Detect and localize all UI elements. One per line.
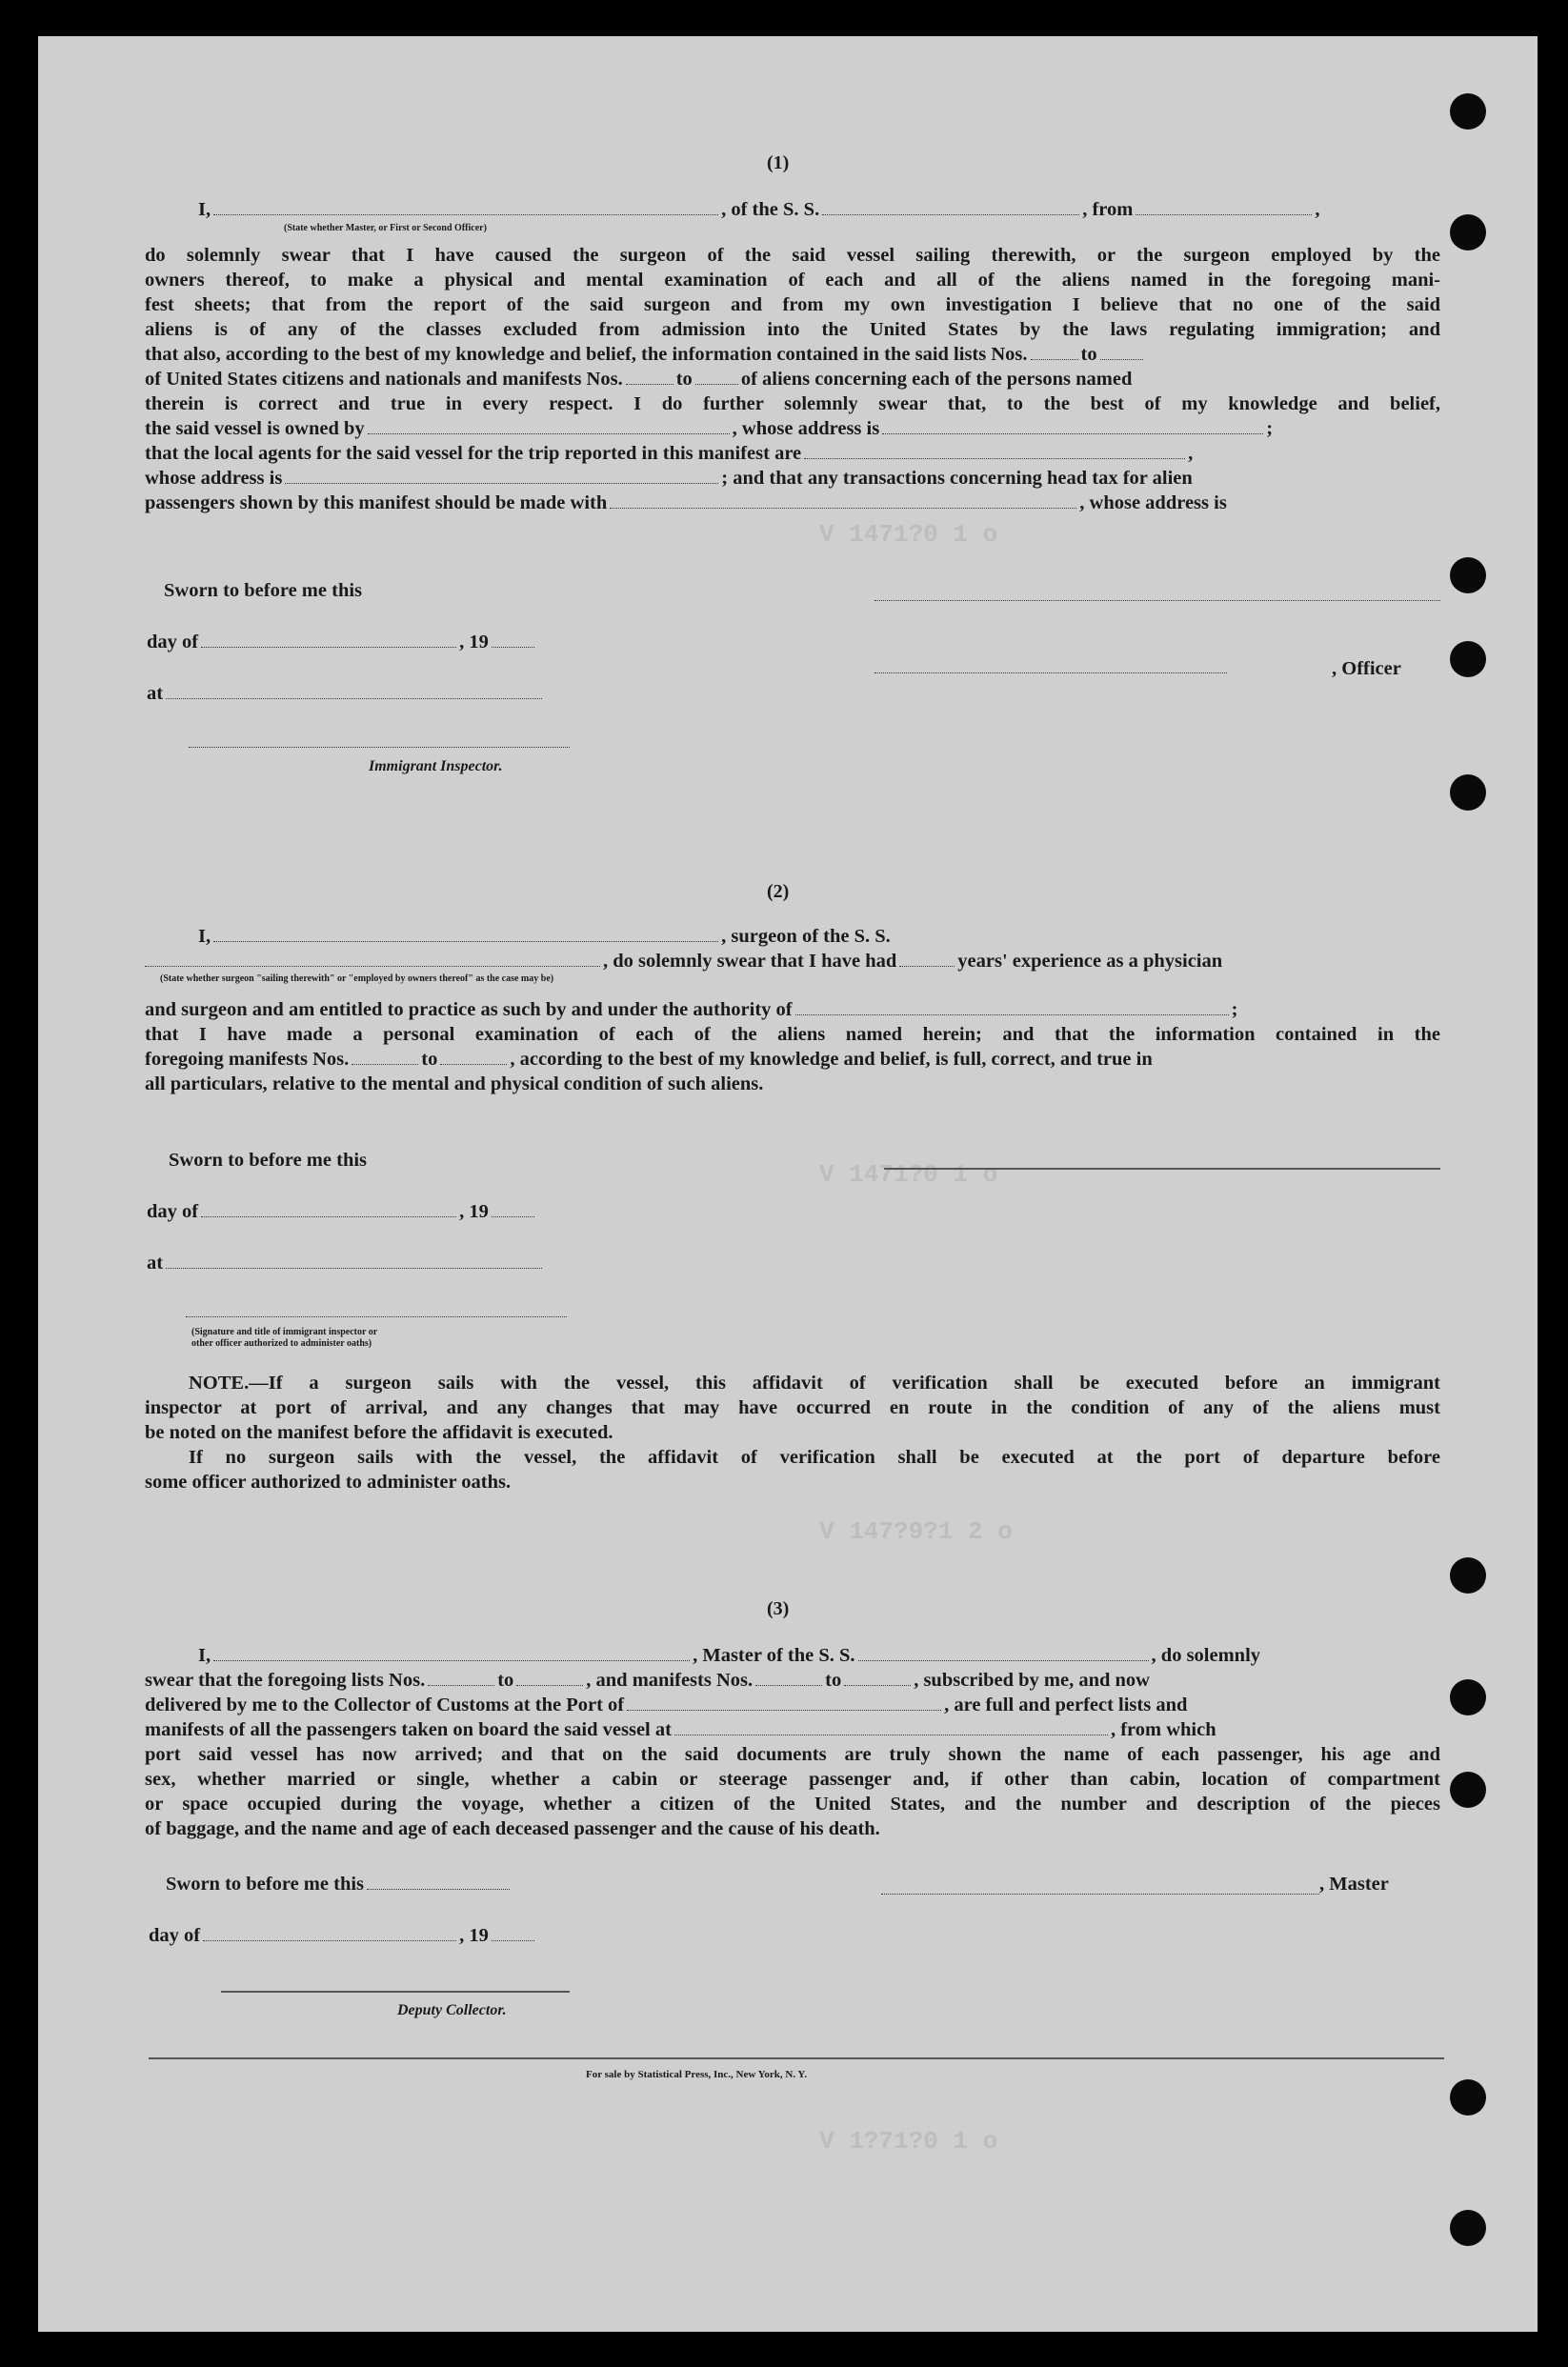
text: whose address is bbox=[145, 468, 283, 489]
blank-list-to[interactable] bbox=[1100, 358, 1143, 360]
text: , according to the best of my knowledge and belief, is full, correct, and true in bbox=[510, 1049, 1153, 1070]
blank-year[interactable] bbox=[492, 646, 534, 648]
signature-caption: other officer authorized to administer oaths) bbox=[191, 1338, 372, 1349]
text: ; bbox=[1266, 418, 1274, 439]
text: , from bbox=[1082, 199, 1134, 220]
paragraph-line: fest sheets; that from the report of the said surgeon and from my own investigation I believe that no one of the said bbox=[145, 294, 1440, 315]
blank-year[interactable] bbox=[492, 1939, 534, 1941]
note-label: NOTE. bbox=[189, 1373, 250, 1394]
text: foregoing manifests Nos. bbox=[145, 1049, 350, 1070]
bleed-through-mark: V 1471?0 1 o bbox=[819, 1160, 998, 1189]
sworn-line bbox=[166, 1873, 513, 1896]
sworn-line: Sworn to before me this bbox=[169, 1150, 368, 1171]
text: , from which bbox=[1110, 1719, 1216, 1740]
blank-surgeon-name[interactable] bbox=[213, 940, 718, 942]
punch-hole bbox=[1450, 93, 1486, 130]
blank-year[interactable] bbox=[492, 1215, 534, 1217]
blank-port[interactable] bbox=[627, 1709, 941, 1711]
punch-hole bbox=[1450, 1679, 1486, 1715]
master-label: , Master bbox=[1319, 1874, 1389, 1895]
note-line: some officer authorized to administer oaths. bbox=[145, 1472, 512, 1493]
text: to bbox=[675, 369, 693, 390]
inspector-label: Immigrant Inspector. bbox=[369, 758, 503, 774]
day-line bbox=[147, 1200, 537, 1223]
blank-ship-field[interactable] bbox=[858, 1659, 1149, 1661]
blank-list-from[interactable] bbox=[1031, 358, 1078, 360]
text: I, bbox=[198, 926, 211, 947]
text: of aliens concerning each of the persons named bbox=[740, 369, 1133, 390]
blank-agents-field[interactable] bbox=[804, 457, 1185, 459]
paragraph-line bbox=[145, 491, 1227, 514]
signature-caption: (Signature and title of immigrant inspector or bbox=[191, 1327, 378, 1337]
paragraph-line: of baggage, and the name and age of each deceased passenger and the cause of his death. bbox=[145, 1818, 880, 1839]
punch-hole bbox=[1450, 1772, 1486, 1808]
note-line: be noted on the manifest before the affidavit is executed. bbox=[145, 1422, 613, 1443]
at-line bbox=[147, 682, 545, 705]
blank-place[interactable] bbox=[166, 1267, 542, 1269]
blank-headtax-field[interactable] bbox=[610, 507, 1076, 509]
blank-manifest-from[interactable] bbox=[755, 1684, 822, 1686]
paragraph-line: therein is correct and true in every respect. I do further solemnly swear that, to the best of my knowledge and belief, bbox=[145, 393, 1440, 414]
text: I, bbox=[198, 1645, 211, 1666]
punch-hole bbox=[1450, 2210, 1486, 2246]
paragraph-line bbox=[145, 1048, 1153, 1071]
text: —If a surgeon sails with the vessel, this affidavit of verification shall be executed before an immigrant bbox=[249, 1373, 1440, 1394]
paragraph-line bbox=[145, 442, 1193, 465]
text: Sworn to before me this bbox=[166, 1874, 365, 1895]
paragraph-line bbox=[145, 467, 1193, 490]
field-caption: (State whether surgeon "sailing therewith" or "employed by owners thereof" as the case may be) bbox=[160, 973, 554, 984]
text: years' experience as a physician bbox=[957, 951, 1223, 972]
sworn-line: Sworn to before me this bbox=[164, 580, 363, 601]
blank-years[interactable] bbox=[899, 965, 955, 967]
text: swear that the foregoing lists Nos. bbox=[145, 1670, 426, 1691]
officer-label: , Officer bbox=[1332, 658, 1401, 679]
text: at bbox=[147, 683, 164, 704]
punch-hole bbox=[1450, 774, 1486, 811]
note-line: If no surgeon sails with the vessel, the affidavit of verification shall be executed at the port of departure before bbox=[189, 1447, 1440, 1468]
inspector-signature-line[interactable] bbox=[186, 1316, 567, 1317]
blank-surgeon-ship[interactable] bbox=[145, 965, 600, 967]
paragraph-line bbox=[145, 1694, 1187, 1716]
field-caption: (State whether Master, or First or Second Officer) bbox=[284, 223, 487, 233]
blank-list-from[interactable] bbox=[428, 1684, 494, 1686]
day-line bbox=[149, 1924, 537, 1947]
blank-owner-address[interactable] bbox=[882, 432, 1263, 434]
paragraph-line: do solemnly swear that I have caused the surgeon of the said vessel sailing therewith, or the surgeon employed by the bbox=[145, 245, 1440, 266]
text: , and manifests Nos. bbox=[586, 1670, 754, 1691]
bleed-through-mark: V 1471?0 1 o bbox=[819, 520, 998, 549]
blank-manifest-from[interactable] bbox=[352, 1063, 418, 1065]
deputy-collector-label: Deputy Collector. bbox=[397, 2002, 507, 2018]
text: , do solemnly bbox=[1151, 1645, 1261, 1666]
punch-hole bbox=[1450, 1557, 1486, 1594]
text: , subscribed by me, and now bbox=[914, 1670, 1150, 1691]
paragraph-line bbox=[145, 343, 1146, 366]
oath-line bbox=[145, 1644, 1440, 1667]
text: of United States citizens and nationals and manifests Nos. bbox=[145, 369, 623, 390]
blank-owner-field[interactable] bbox=[368, 432, 730, 434]
paragraph-line: port said vessel has now arrived; and that on the said documents are truly shown the name of each passenger, his age and bbox=[145, 1744, 1440, 1765]
text: at bbox=[147, 1253, 164, 1274]
text: day of bbox=[147, 632, 199, 652]
master-signature-line[interactable] bbox=[881, 1894, 1319, 1895]
collector-signature-line[interactable] bbox=[221, 1991, 570, 1993]
section-number: (2) bbox=[767, 881, 790, 902]
text: to bbox=[421, 1049, 438, 1070]
text: and surgeon and am entitled to practice as such by and under the authority of bbox=[145, 999, 793, 1020]
paragraph-line: owners thereof, to make a physical and mental examination of each and all of the aliens named in the foregoing mani- bbox=[145, 270, 1440, 291]
blank-agents-address[interactable] bbox=[285, 482, 718, 484]
blank-list-to[interactable] bbox=[516, 1684, 583, 1686]
blank-from-field[interactable] bbox=[1136, 213, 1312, 215]
blank-port-of-embarkation[interactable] bbox=[674, 1734, 1108, 1735]
text: , 19 bbox=[459, 1925, 489, 1946]
blank-manifest-to[interactable] bbox=[844, 1684, 911, 1686]
blank-master-name[interactable] bbox=[213, 1659, 690, 1661]
blank-day[interactable] bbox=[201, 1215, 456, 1217]
at-line bbox=[147, 1252, 545, 1274]
punch-hole bbox=[1450, 2079, 1486, 2116]
bleed-through-mark: V 1?71?0 1 o bbox=[819, 2127, 998, 2156]
bleed-through-mark: V 147?9?1 2 o bbox=[819, 1517, 1013, 1546]
surgeon-signature-line[interactable] bbox=[884, 1168, 1440, 1170]
officer-signature-line[interactable] bbox=[874, 672, 1227, 673]
blank-manifest-to[interactable] bbox=[440, 1063, 507, 1065]
blank-officer-field[interactable] bbox=[213, 213, 718, 215]
punch-hole bbox=[1450, 641, 1486, 677]
text: to bbox=[825, 1670, 842, 1691]
note-line: inspector at port of arrival, and any changes that may have occurred en route in the condition of any of the aliens must bbox=[145, 1397, 1440, 1418]
text: , bbox=[1188, 443, 1194, 464]
printer-imprint: For sale by Statistical Press, Inc., New York, N. Y. bbox=[586, 2069, 808, 2080]
text: , are full and perfect lists and bbox=[944, 1695, 1188, 1715]
text: day of bbox=[149, 1925, 201, 1946]
text: , Master of the S. S. bbox=[693, 1645, 855, 1666]
punch-hole bbox=[1450, 557, 1486, 593]
paragraph-line: that I have made a personal examination of each of the aliens named herein; and that the information contained in the bbox=[145, 1024, 1440, 1045]
blank-authority[interactable] bbox=[795, 1013, 1229, 1015]
text: , 19 bbox=[459, 1201, 489, 1222]
text: that the local agents for the said vessel for the trip reported in this manifest are bbox=[145, 443, 802, 464]
text: day of bbox=[147, 1201, 199, 1222]
oath-line bbox=[145, 950, 1222, 973]
text: , of the S. S. bbox=[721, 199, 820, 220]
form-sheet bbox=[38, 36, 1538, 2332]
text: , whose address is bbox=[732, 418, 880, 439]
text: , surgeon of the S. S. bbox=[721, 926, 891, 947]
text: , bbox=[1315, 199, 1320, 220]
paragraph-line: sex, whether married or single, whether a cabin or steerage passenger and, if other than cabin, location of compartment bbox=[145, 1769, 1440, 1790]
punch-hole bbox=[1450, 214, 1486, 251]
text: , 19 bbox=[459, 632, 489, 652]
blank-place[interactable] bbox=[166, 697, 542, 699]
paragraph-line bbox=[145, 417, 1273, 440]
text: , do solemnly swear that I have had bbox=[603, 951, 897, 972]
text: that also, according to the best of my knowledge and belief, the information contained in the said lists Nos. bbox=[145, 344, 1028, 365]
footer-rule bbox=[149, 2057, 1444, 2059]
section-number: (3) bbox=[767, 1598, 790, 1619]
oath-line bbox=[198, 198, 1319, 221]
paragraph-line bbox=[145, 368, 1132, 391]
paragraph-line: aliens is of any of the classes excluded from admission into the United States by the laws regulating immigration; and bbox=[145, 319, 1440, 340]
inspector-signature-line[interactable] bbox=[189, 747, 570, 748]
blank-sworn[interactable] bbox=[367, 1888, 510, 1890]
blank-manifest-to[interactable] bbox=[695, 383, 738, 385]
text: I, bbox=[198, 199, 211, 220]
blank-ship-field[interactable] bbox=[822, 213, 1079, 215]
blank-day[interactable] bbox=[201, 646, 456, 648]
text: the said vessel is owned by bbox=[145, 418, 365, 439]
text: to bbox=[1080, 344, 1097, 365]
text: manifests of all the passengers taken on board the said vessel at bbox=[145, 1719, 672, 1740]
text: ; and that any transactions concerning head tax for alien bbox=[721, 468, 1193, 489]
text: delivered by me to the Collector of Customs at the Port of bbox=[145, 1695, 625, 1715]
text: to bbox=[497, 1670, 514, 1691]
note-line bbox=[145, 1372, 1440, 1394]
oath-line bbox=[198, 925, 891, 948]
paragraph-line bbox=[145, 1669, 1150, 1692]
text: passengers shown by this manifest should be made with bbox=[145, 492, 608, 513]
paragraph-line: all particulars, relative to the mental and physical condition of such aliens. bbox=[145, 1073, 764, 1094]
section-number: (1) bbox=[767, 152, 790, 173]
paragraph-line bbox=[145, 1718, 1216, 1741]
day-line bbox=[147, 631, 537, 653]
paragraph-line: or space occupied during the voyage, whether a citizen of the United States, and the number and description of the pieces bbox=[145, 1794, 1440, 1815]
paragraph-line bbox=[145, 998, 1237, 1021]
signature-line[interactable] bbox=[874, 600, 1440, 601]
text: , whose address is bbox=[1079, 492, 1227, 513]
text: ; bbox=[1231, 999, 1238, 1020]
blank-day[interactable] bbox=[203, 1939, 456, 1941]
blank-manifest-from[interactable] bbox=[626, 383, 673, 385]
